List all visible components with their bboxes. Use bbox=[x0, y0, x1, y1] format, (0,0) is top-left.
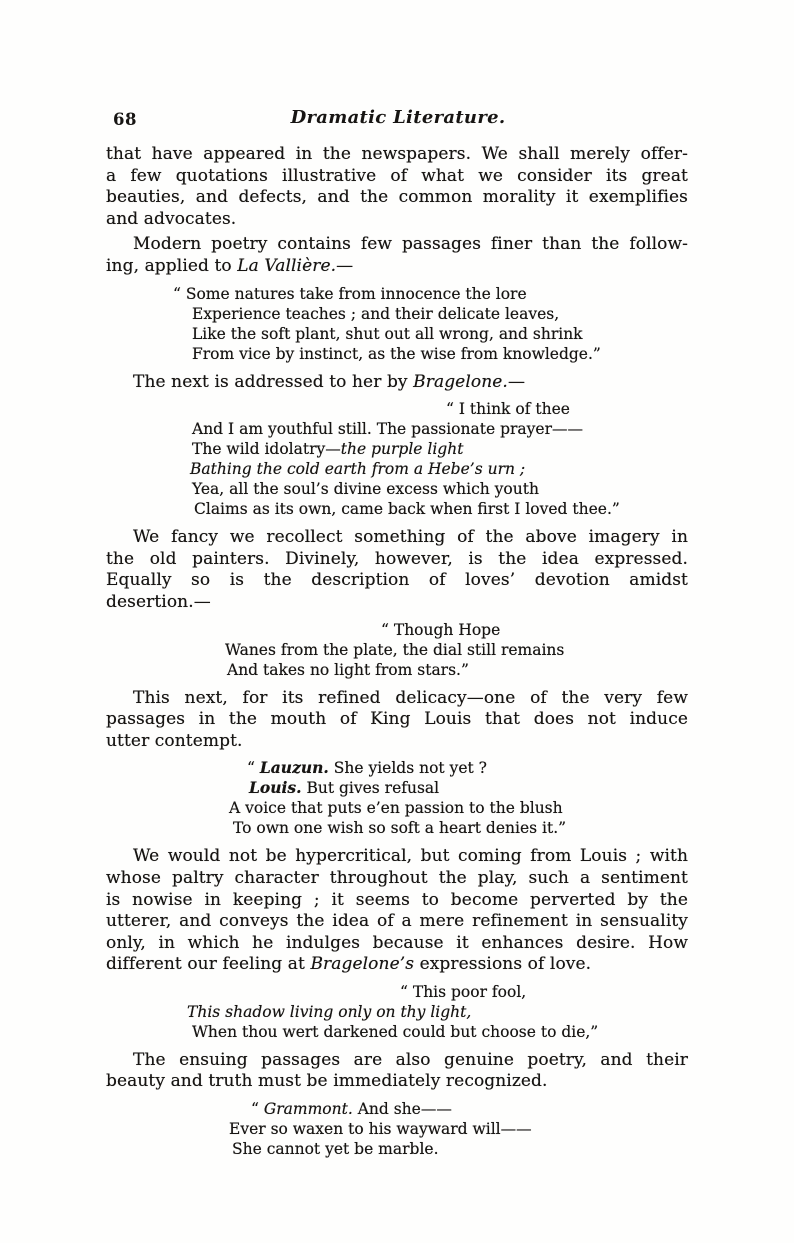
paragraph bbox=[106, 372, 688, 394]
text-segment: This next, for its refined delicacy—one of the very few bbox=[133, 687, 688, 708]
text-segment: Louis. bbox=[249, 778, 302, 798]
text-segment: different our feeling at bbox=[106, 954, 311, 975]
text-line bbox=[106, 372, 688, 394]
paragraph bbox=[106, 234, 688, 277]
text-line bbox=[106, 234, 688, 256]
text-line bbox=[247, 758, 688, 778]
text-segment: ing, applied to bbox=[106, 255, 238, 276]
text-segment: And she—— bbox=[352, 1100, 452, 1119]
text-segment: only, in which he indulges because it enhances desire. How bbox=[106, 932, 688, 953]
text-line bbox=[106, 256, 688, 278]
text-segment: Ever so waxen to his wayward will—— bbox=[229, 1120, 532, 1139]
text-line bbox=[106, 144, 688, 166]
text-segment: is nowise in keeping ; it seems to become perverted by the bbox=[106, 889, 688, 910]
text-line bbox=[106, 846, 688, 868]
text-line bbox=[249, 778, 688, 798]
text-segment: Bragelone. bbox=[413, 371, 508, 392]
text-line bbox=[446, 399, 688, 419]
text-segment: And I am youthful still. The passionate prayer—— bbox=[192, 420, 583, 439]
text-segment: Bathing the cold earth from a Hebe’s urn ; bbox=[190, 460, 526, 479]
text-segment: To own one wish so soft a heart denies it.” bbox=[233, 819, 567, 838]
text-segment: Claims as its own, came back when first I loved thee.” bbox=[194, 500, 620, 519]
text-line bbox=[229, 1119, 688, 1139]
text-line bbox=[192, 1022, 688, 1042]
text-segment: Lauzun. bbox=[259, 758, 329, 778]
text-line bbox=[192, 344, 688, 364]
text-segment: utterer, and conveys the idea of a mere refinement in sensuality bbox=[106, 911, 688, 932]
verse-quotation bbox=[106, 758, 688, 838]
verse-quotation bbox=[106, 399, 688, 519]
page-body-text bbox=[106, 144, 688, 1167]
text-line bbox=[190, 459, 688, 479]
text-line bbox=[106, 911, 688, 933]
text-line bbox=[106, 688, 688, 710]
text-segment: We fancy we recollect something of the above imagery in bbox=[133, 527, 688, 548]
text-line bbox=[187, 1002, 688, 1022]
text-segment: “ bbox=[251, 1100, 264, 1119]
paragraph bbox=[106, 144, 688, 230]
text-line bbox=[106, 166, 688, 188]
paragraph bbox=[106, 527, 688, 613]
text-line bbox=[251, 1099, 688, 1119]
text-line bbox=[194, 499, 688, 519]
text-segment: Experience teaches ; and their delicate leaves, bbox=[192, 304, 560, 323]
text-segment: Modern poetry contains few passages finer than the follow- bbox=[133, 234, 688, 255]
paragraph bbox=[106, 688, 688, 753]
text-line bbox=[192, 439, 688, 459]
text-segment: And takes no light from stars.” bbox=[227, 660, 469, 679]
text-segment: and advocates. bbox=[106, 208, 237, 229]
text-segment: a few quotations illustrative of what we consider its great bbox=[106, 165, 688, 186]
page-number: 68 bbox=[113, 110, 137, 129]
verse-quotation bbox=[106, 620, 688, 680]
text-segment: beauties, and defects, and the common morality it exemplifies bbox=[106, 187, 688, 208]
text-segment: The next is addressed to her by bbox=[133, 371, 414, 392]
text-segment: The ensuing passages are also genuine poetry, and their bbox=[133, 1049, 688, 1070]
text-line bbox=[106, 549, 688, 571]
paragraph bbox=[106, 1050, 688, 1093]
running-header bbox=[106, 107, 690, 133]
text-segment: But gives refusal bbox=[301, 779, 440, 798]
text-line bbox=[106, 890, 688, 912]
paragraph bbox=[106, 846, 688, 976]
text-line bbox=[106, 592, 688, 614]
text-segment: La Vallière. bbox=[237, 255, 337, 276]
text-line bbox=[229, 798, 688, 818]
text-line bbox=[192, 304, 688, 324]
text-segment: She yields not yet ? bbox=[328, 759, 487, 778]
text-segment: When thou wert darkened could but choose to die,” bbox=[192, 1022, 599, 1041]
text-segment: “ bbox=[247, 759, 260, 778]
text-segment: Grammont. bbox=[263, 1100, 353, 1119]
text-line bbox=[400, 982, 688, 1002]
text-segment: Equally so is the description of loves’ devotion amidst bbox=[106, 570, 688, 591]
text-segment: A voice that puts e’en passion to the blush bbox=[229, 799, 563, 818]
text-line bbox=[106, 933, 688, 955]
text-line bbox=[192, 479, 688, 499]
text-line bbox=[173, 284, 688, 304]
text-segment: expressions of love. bbox=[414, 954, 592, 975]
text-segment: We would not be hypercritical, but coming from Louis ; with bbox=[133, 846, 688, 867]
text-line bbox=[106, 1071, 688, 1093]
text-segment: Wanes from the plate, the dial still remains bbox=[225, 640, 565, 659]
text-segment: the old painters. Divinely, however, is the idea expressed. bbox=[106, 548, 688, 569]
text-segment: — bbox=[507, 371, 526, 392]
text-segment: the purple light bbox=[340, 440, 464, 459]
text-segment: Yea, all the soul’s divine excess which youth bbox=[192, 480, 539, 499]
text-segment: “ Some natures take from innocence the lore bbox=[173, 284, 527, 303]
text-segment: utter contempt. bbox=[106, 730, 243, 751]
text-segment: The wild idolatry— bbox=[192, 440, 341, 459]
text-segment: She cannot yet be marble. bbox=[232, 1140, 439, 1159]
verse-quotation bbox=[106, 284, 688, 364]
text-line bbox=[381, 620, 688, 640]
text-segment: “ This poor fool, bbox=[400, 982, 527, 1001]
text-line bbox=[106, 527, 688, 549]
text-line bbox=[225, 640, 688, 660]
text-line bbox=[192, 419, 688, 439]
text-line bbox=[106, 709, 688, 731]
text-segment: Bragelone’s bbox=[310, 954, 415, 975]
text-line bbox=[106, 868, 688, 890]
text-segment: From vice by instinct, as the wise from knowledge.” bbox=[192, 344, 601, 363]
text-segment: “ I think of thee bbox=[446, 400, 570, 419]
text-line bbox=[106, 731, 688, 753]
text-segment: Like the soft plant, shut out all wrong, and shrink bbox=[192, 324, 583, 343]
verse-quotation bbox=[106, 1099, 688, 1159]
text-segment: “ Though Hope bbox=[381, 620, 501, 639]
text-line bbox=[227, 660, 688, 680]
text-line bbox=[106, 1050, 688, 1072]
text-segment: that have appeared in the newspapers. We shall merely offer- bbox=[106, 144, 688, 164]
text-segment: This shadow living only on thy light, bbox=[187, 1002, 472, 1021]
text-segment: — bbox=[336, 255, 354, 276]
text-line bbox=[106, 209, 688, 231]
text-segment: beauty and truth must be immediately recognized. bbox=[106, 1071, 548, 1092]
text-segment: whose paltry character throughout the play, such a sentiment bbox=[106, 867, 688, 888]
text-segment: desertion.— bbox=[106, 591, 211, 612]
text-line bbox=[232, 1139, 688, 1159]
text-line bbox=[106, 187, 688, 209]
text-line bbox=[233, 818, 688, 838]
verse-quotation bbox=[106, 982, 688, 1042]
text-line bbox=[106, 954, 688, 976]
text-line bbox=[106, 570, 688, 592]
running-title: Dramatic Literature. bbox=[290, 107, 506, 128]
text-segment: passages in the mouth of King Louis that does not induce bbox=[106, 709, 688, 730]
text-line bbox=[192, 324, 688, 344]
